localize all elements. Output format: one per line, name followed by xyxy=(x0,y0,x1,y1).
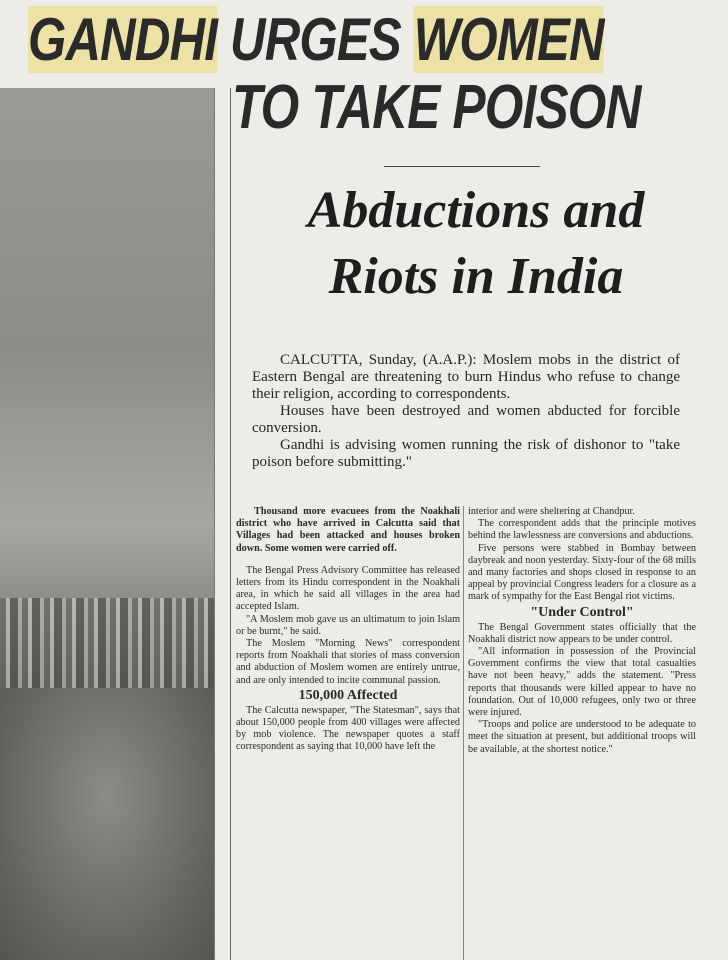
headline-women: WOMEN xyxy=(413,6,604,73)
column-divider xyxy=(230,88,231,960)
lead-paragraph-1: CALCUTTA, Sunday, (A.A.P.): Moslem mobs in the district of Eastern Bengal are threatening to burn Hindus who refuse to change their religion, according to correspondents. xyxy=(252,352,680,402)
column1-bold-paragraph: Thousand more evacuees from the Noakhali district who have arrived in Calcutta said that Villages had been attacked and houses broken down. Some women were carried off. xyxy=(236,506,460,554)
column2-paragraph-5: "All information in possession of the Provincial Government confirms the view that total casualties have not been heavy," adds the statement. "Press reports that thousands were killed appear to have no foundation. Out of 10,000 refugees, only two or three were injured. xyxy=(468,646,696,719)
column2-paragraph-1: interior and were sheltering at Chandpur. xyxy=(468,506,635,517)
article-column-2 xyxy=(468,506,696,756)
column2-paragraph-6: "Troops and police are understood to be adequate to meet the situation at present, but additional troops will be available, at the shortest notice." xyxy=(468,719,696,755)
column1-paragraph-2: "A Moslem mob gave us an ultimatum to join Islam or be burnt," he said. xyxy=(236,613,460,637)
lead-paragraphs xyxy=(252,352,680,471)
subheadline-line1: Abductions and xyxy=(307,182,645,239)
newspaper-photo xyxy=(0,88,215,960)
headline-line1 xyxy=(28,4,604,76)
column-rule xyxy=(463,506,464,960)
photo-foreground xyxy=(0,688,214,960)
column1-subheading: 150,000 Affected xyxy=(298,687,398,703)
lead-paragraph-2: Houses have been destroyed and women abducted for forcible conversion. xyxy=(252,403,680,436)
subheadline-line2: Riots in India xyxy=(328,248,624,305)
column2-paragraph-4: The Bengal Government states officially that the Noakhali district now appears to be under control. xyxy=(468,621,696,645)
column1-paragraph-3: The Moslem "Morning News" correspondent reports from Noakhali that stories of mass conversion and abduction of Moslem women are entirely untrue, and are only intended to incite communal passion. xyxy=(236,638,460,686)
column2-paragraph-3: Five persons were stabbed in Bombay between daybreak and noon yesterday. Sixty-four of the 68 mills and many factories and shops closed in response to an appeal by provincial Congress leaders for a closure as a mark of sympathy for the East Bengal riot victims. xyxy=(468,542,696,603)
lead-paragraph-3: Gandhi is advising women running the risk of dishonor to "take poison before submitting." xyxy=(252,437,680,470)
column1-paragraph-4: The Calcutta newspaper, "The Statesman", says that about 150,000 people from 400 villages were affected by mob violence. The newspaper quotes a staff correspondent as saying that 10,000 have left the xyxy=(236,704,460,753)
headline-urges: URGES xyxy=(230,6,401,73)
column2-paragraph-2: The correspondent adds that the principle motives behind the lawlessness are conversions and abductions. xyxy=(468,518,696,542)
subheadline xyxy=(232,178,720,310)
headline-gandhi: GANDHI xyxy=(28,6,218,73)
article-column-1 xyxy=(236,506,460,754)
column1-paragraph-1: The Bengal Press Advisory Committee has released letters from its Hindu correspondent in the Noakhali area, in which he said all villages in the area had accepted Islam. xyxy=(236,564,460,613)
headline-line2: TO TAKE POISON xyxy=(232,73,641,142)
column2-subheading: "Under Control" xyxy=(530,604,634,620)
headline-rule xyxy=(384,166,540,167)
